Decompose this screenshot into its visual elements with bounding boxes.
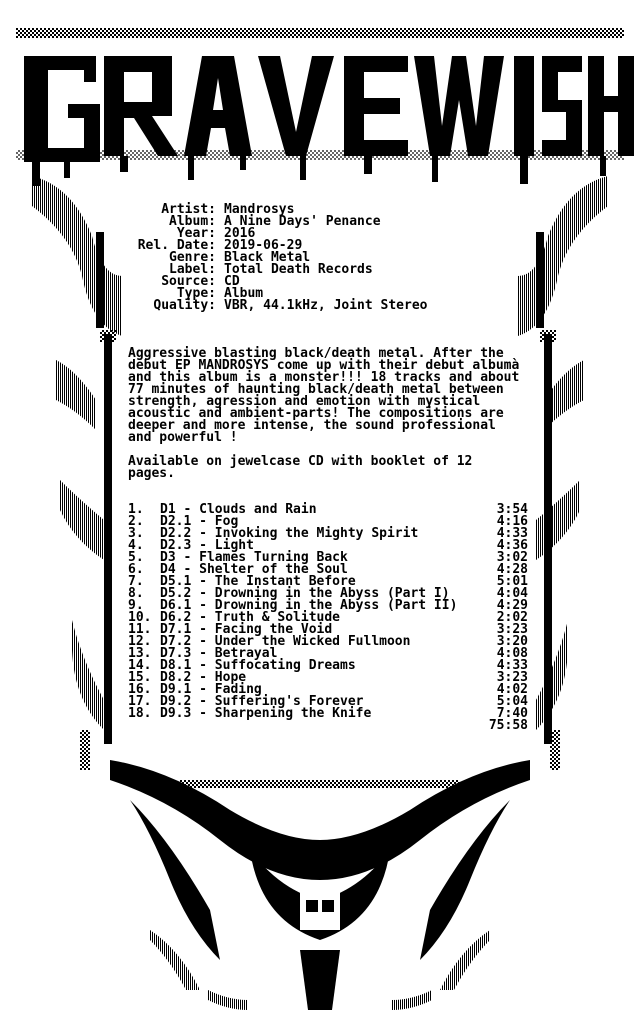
total-duration: 75:58 <box>488 718 528 733</box>
track-number: 14. <box>128 658 152 673</box>
track-duration: 4:33 <box>496 658 528 673</box>
description-paragraph: Aggressive blasting black/death metal. After the debut EP MANDROSYS come up with their debut albumà and this album is a monster!!! 18 tracks and about 77 minutes of haunting black/death metal between strength, agression and emotion with mystical acoustic and ambient-parts! The compositions are deeper and more intense, the sound professional and powerful ! <box>128 346 520 445</box>
info-label: Label: <box>169 262 216 277</box>
info-label: Year: <box>176 226 216 241</box>
track-title: D7.3 - Betrayal <box>160 646 278 661</box>
gravewish-logo <box>16 28 634 186</box>
info-value: Total Death Records <box>224 262 373 277</box>
track-number: 10. <box>128 610 152 625</box>
track-number: 15. <box>128 670 152 685</box>
track-duration: 3:23 <box>496 622 528 637</box>
track-number: 2. <box>128 514 144 529</box>
track-title: D3 - Flames Turning Back <box>160 550 348 565</box>
track-duration: 4:16 <box>496 514 528 529</box>
info-row <box>128 300 428 312</box>
info-row <box>128 216 428 228</box>
info-label: Rel. Date: <box>137 238 216 253</box>
track-duration: 4:33 <box>496 526 528 541</box>
track-title: D7.1 - Facing the Void <box>160 622 333 637</box>
info-label: Source: <box>161 274 216 289</box>
info-row <box>128 276 428 288</box>
track-number: 18. <box>128 706 152 721</box>
track-duration: 4:28 <box>496 562 528 577</box>
track-number: 8. <box>128 586 144 601</box>
info-value: Black Metal <box>224 250 311 265</box>
track-number: 5. <box>128 550 144 565</box>
track-title: D7.2 - Under the Wicked Fullmoon <box>160 634 411 649</box>
track-title: D8.1 - Suffocating Dreams <box>160 658 356 673</box>
track-title: D9.2 - Suffering's Forever <box>160 694 364 709</box>
track-duration: 4:29 <box>496 598 528 613</box>
track-duration: 4:04 <box>496 586 528 601</box>
info-label: Quality: <box>153 298 216 313</box>
track-duration: 3:02 <box>496 550 528 565</box>
info-value: 2019-06-29 <box>224 238 303 253</box>
release-info <box>128 204 428 312</box>
info-value: A Nine Days' Penance <box>224 214 381 229</box>
track-number: 17. <box>128 694 152 709</box>
info-value: CD <box>224 274 240 289</box>
info-value: Album <box>224 286 264 301</box>
track-title: D5.1 - The Instant Before <box>160 574 356 589</box>
info-label: Artist: <box>161 202 216 217</box>
track-title: D2.1 - Fog <box>160 514 239 529</box>
info-label: Type: <box>176 286 216 301</box>
track-number: 13. <box>128 646 152 661</box>
track-duration: 3:20 <box>496 634 528 649</box>
track-duration: 4:36 <box>496 538 528 553</box>
info-label: Genre: <box>169 250 216 265</box>
description-paragraph: Available on jewelcase CD with booklet of 12 pages. <box>128 454 473 481</box>
track-number: 16. <box>128 682 152 697</box>
track-number: 9. <box>128 598 144 613</box>
track-duration: 2:02 <box>496 610 528 625</box>
track-title: D6.1 - Drowning in the Abyss (Part II) <box>160 598 458 613</box>
track-row <box>128 708 528 720</box>
track-duration: 4:02 <box>496 682 528 697</box>
track-number: 12. <box>128 634 152 649</box>
track-title: D4 - Shelter of the Soul <box>160 562 348 577</box>
info-value: VBR, 44.1kHz, Joint Stereo <box>224 298 428 313</box>
track-number: 11. <box>128 622 152 637</box>
total-row <box>128 720 528 732</box>
bottom-creature-ornament <box>110 760 530 1010</box>
track-duration: 5:01 <box>496 574 528 589</box>
track-title: D6.2 - Truth & Solitude <box>160 610 341 625</box>
track-number: 7. <box>128 574 144 589</box>
release-description <box>128 348 520 492</box>
track-duration: 4:08 <box>496 646 528 661</box>
info-value: Mandrosys <box>224 202 295 217</box>
track-title: D9.3 - Sharpening the Knife <box>160 706 372 721</box>
track-duration: 3:23 <box>496 670 528 685</box>
track-title: D2.3 - Light <box>160 538 254 553</box>
track-title: D8.2 - Hope <box>160 670 247 685</box>
track-title: D1 - Clouds and Rain <box>160 502 317 517</box>
track-title: D5.2 - Drowning in the Abyss (Part I) <box>160 586 450 601</box>
tracklist <box>128 504 528 732</box>
track-duration: 3:54 <box>496 502 528 517</box>
track-duration: 5:04 <box>496 694 528 709</box>
track-number: 4. <box>128 538 144 553</box>
track-title: D9.1 - Fading <box>160 682 262 697</box>
track-number: 1. <box>128 502 144 517</box>
track-duration: 7:40 <box>496 706 528 721</box>
right-ornament <box>518 176 608 770</box>
info-label: Album: <box>169 214 216 229</box>
info-value: 2016 <box>224 226 256 241</box>
track-title: D2.2 - Invoking the Mighty Spirit <box>160 526 419 541</box>
track-number: 3. <box>128 526 144 541</box>
track-number: 6. <box>128 562 144 577</box>
